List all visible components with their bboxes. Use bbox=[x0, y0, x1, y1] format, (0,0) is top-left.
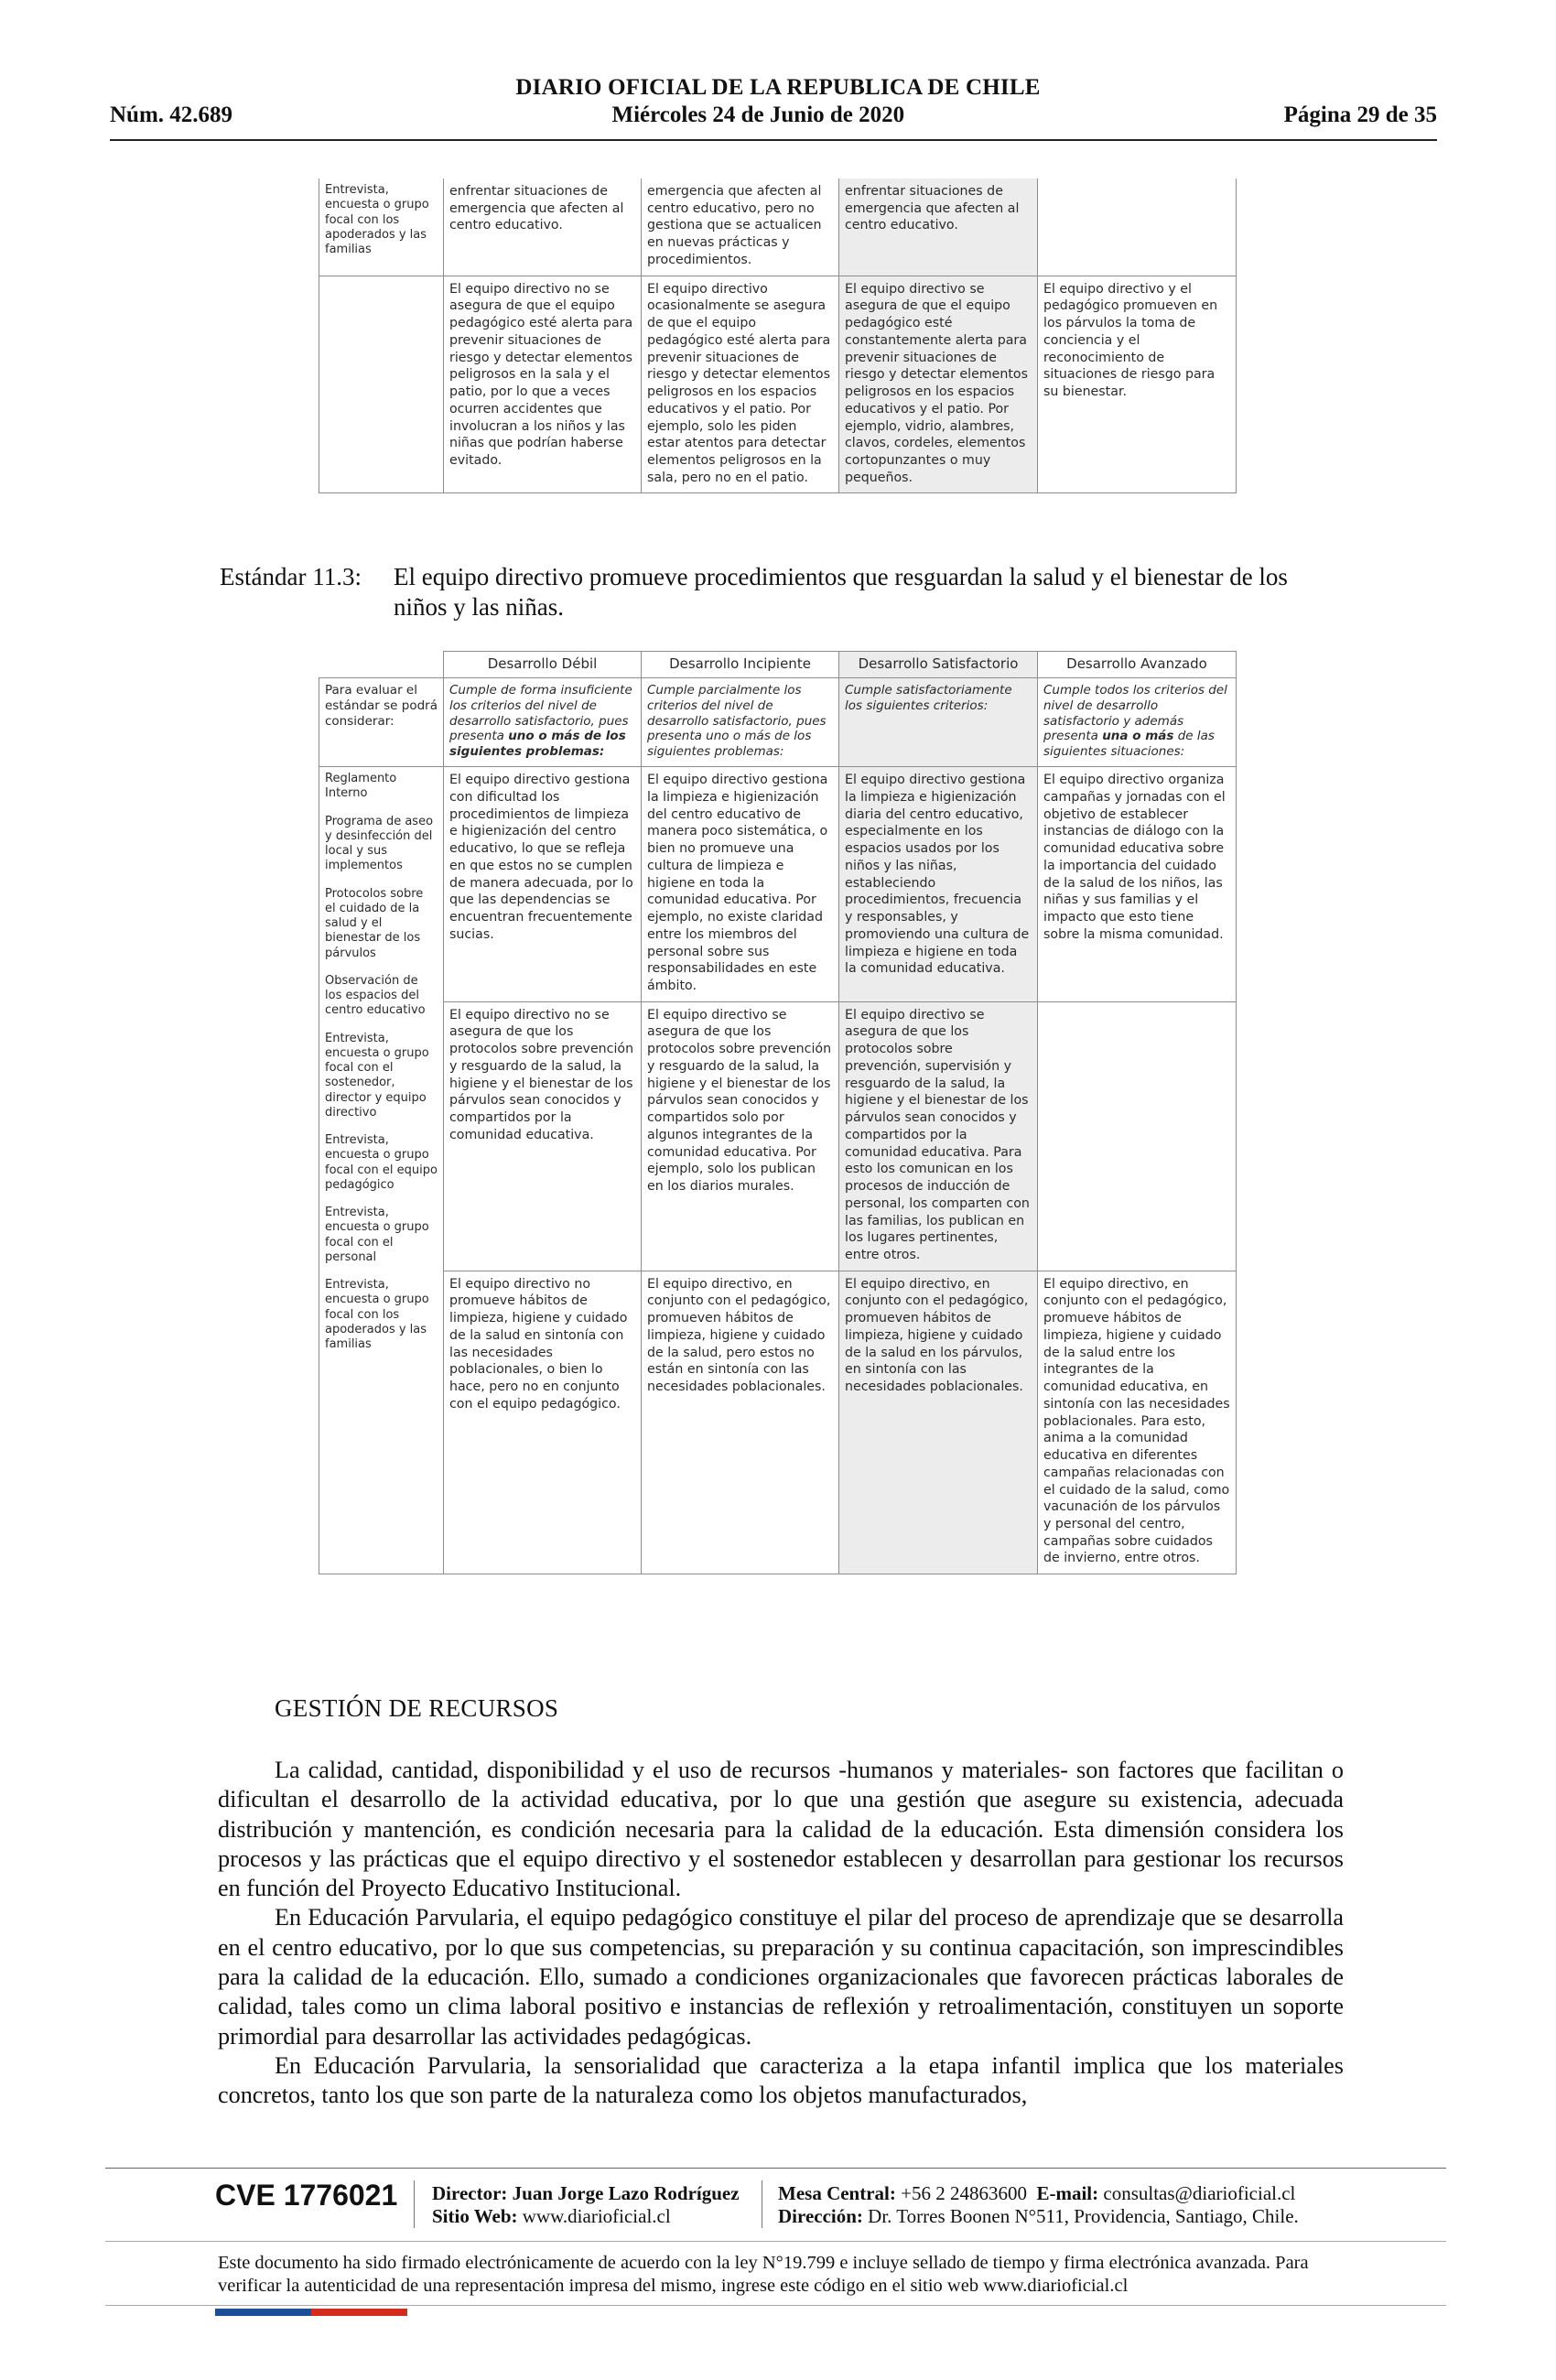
level-avanzado-cell: El equipo directivo organiza campañas y jornadas con el objetivo de establecer instancias de diálogo con la comunidad educativa sobre la importancia del cuidado de la salud de los niños, las niñas y sus familias y el impacto que esto tiene sobre la misma comunidad. bbox=[1038, 767, 1237, 1002]
criteria-debil-text: Cumple de forma insuficiente los criterios del nivel de desarrollo satisfactorio, pues presenta bbox=[449, 682, 632, 744]
evidence-sources-cell bbox=[319, 767, 444, 1574]
level-incipiente-cell: El equipo directivo, en conjunto con el pedagógico, promueven hábitos de limpieza, higiene y cuidado de la salud, pero estos no están en sintonía con las necesidades poblacionales. bbox=[642, 1271, 839, 1574]
evidence-source-item: Entrevista, encuesta o grupo focal con los apoderados y las familias bbox=[325, 1278, 429, 1352]
section-title: GESTIÓN DE RECURSOS bbox=[275, 1694, 559, 1722]
header-avanzado: Desarrollo Avanzado bbox=[1038, 652, 1237, 678]
criteria-debil-cell bbox=[444, 677, 642, 766]
newspaper-title: DIARIO OFICIAL DE LA REPUBLICA DE CHILE bbox=[515, 75, 1041, 100]
criteria-row bbox=[319, 677, 1237, 766]
legal-notice: Este documento ha sido firmado electrónicamente de acuerdo con la ley N°19.799 e incluye sellado de tiempo y firma electrónica avanzada. Para verificar la autenticidad de una representación impresa del mismo, ingrese este código en el sitio web www.diarioficial.cl bbox=[218, 2253, 1309, 2296]
table-row bbox=[319, 767, 1237, 1002]
level-incipiente-cell: El equipo directivo ocasionalmente se asegura de que el equipo pedagógico esté alerta para prevenir situaciones de riesgo y detectar elementos peligrosos en los espacios educativos y el patio. Por ejemplo, solo les piden estar atentos para detectar elementos peligrosos en la sala, pero no en el patio. bbox=[642, 276, 839, 493]
flag-red-segment bbox=[311, 2309, 407, 2316]
rubric-table bbox=[319, 651, 1237, 1574]
evidence-source-item: Programa de aseo y desinfección del local y sus implementos bbox=[325, 814, 434, 873]
level-incipiente-cell: El equipo directivo se asegura de que los protocolos sobre prevención y resguardo de la salud, la higiene y el bienestar de los párvulos sean conocidos y compartidos solo por algunos integrantes de la comunidad educativa. Por ejemplo, solo los publican en los diarios murales. bbox=[642, 1001, 839, 1271]
email-link[interactable]: consultas@diarioficial.cl bbox=[1103, 2182, 1296, 2204]
level-satisfactorio-cell: El equipo directivo se asegura de que el equipo pedagógico esté constantemente alerta para prevenir situaciones de riesgo y detectar elementos peligrosos en los espacios educativos y el patio. Por ejemplo, vidrio, alambres, clavos, cordeles, elementos cortopunzantes o muy pequeños. bbox=[839, 276, 1038, 493]
evidence-source-cell: Entrevista, encuesta o grupo focal con los apoderados y las familias bbox=[319, 178, 444, 276]
address-text: Dr. Torres Boonen N°511, Providencia, Santiago, Chile. bbox=[868, 2205, 1299, 2227]
director-label: Director: bbox=[432, 2182, 508, 2204]
level-satisfactorio-cell: El equipo directivo, en conjunto con el pedagógico, promueven hábitos de limpieza, higiene y cuidado de la salud en los párvulos, en sintonía con las necesidades poblacionales. bbox=[839, 1271, 1038, 1574]
rubric-table-continued bbox=[319, 178, 1237, 493]
criteria-satisfactorio-cell: Cumple satisfactoriamente los siguientes criterios: bbox=[839, 677, 1038, 766]
criteria-avanzado-tail: de las siguientes situaciones: bbox=[1043, 729, 1215, 760]
header-blank-cell bbox=[319, 652, 444, 678]
paragraph: En Educación Parvularia, la sensorialidad que caracteriza a la etapa infantil implica que los materiales concretos, tanto los que son parte de la naturaleza como los objetos manufacturados, bbox=[218, 2051, 1344, 2109]
criteria-avanzado-cell bbox=[1038, 677, 1237, 766]
email-label: E-mail: bbox=[1036, 2182, 1099, 2204]
footer-contact-block bbox=[778, 2182, 1299, 2228]
table-row bbox=[319, 1001, 1237, 1271]
table-header-row bbox=[319, 652, 1237, 678]
footer-rule bbox=[105, 2168, 1446, 2169]
footer-rule bbox=[105, 2305, 1446, 2306]
address-label: Dirección: bbox=[778, 2205, 863, 2227]
website-label: Sitio Web: bbox=[432, 2205, 518, 2227]
criteria-avanzado-emphasis: una o más bbox=[1102, 729, 1174, 744]
evidence-source-item: Observación de los espacios del centro educativo bbox=[325, 973, 426, 1018]
issue-number: Núm. 42.689 bbox=[110, 103, 233, 127]
criteria-avanzado-text: Cumple todos los criterios del nivel de desarrollo satisfactorio y además presenta bbox=[1043, 682, 1227, 744]
level-avanzado-cell: El equipo directivo y el pedagógico promueven en los párvulos la toma de conciencia y el reconocimiento de situaciones de riesgo para su bienestar. bbox=[1038, 276, 1237, 493]
page-number: Página 29 de 35 bbox=[1283, 103, 1437, 127]
evidence-source-item: Reglamento Interno bbox=[325, 772, 397, 801]
level-avanzado-cell bbox=[1038, 1001, 1237, 1271]
level-incipiente-cell: emergencia que afecten al centro educativo, pero no gestiona que se actualicen en nuevas prácticas y procedimientos. bbox=[642, 178, 839, 276]
paragraph: La calidad, cantidad, disponibilidad y el uso de recursos -humanos y materiales- son factores que facilitan o dificultan el desarrollo de la actividad educativa, por lo que una gestión que asegure su existencia, adecuada distribución y mantención, es condición necesaria para la calidad de la educación. Esta dimensión considera los procesos y las prácticas que el equipo directivo y el sostenedor establecen y desarrollan para gestionar los recursos en función del Proyecto Educativo Institucional. bbox=[218, 1757, 1344, 1902]
paragraph: En Educación Parvularia, el equipo pedagógico constituye el pilar del proceso de aprendizaje que se desarrolla en el centro educativo, por lo que sus competencias, su preparación y su continua capacitación, son imprescindibles para la calidad de la educación. Ello, sumado a condiciones organizacionales que favorecen prácticas laborales de calidad, tales como un clima laboral positivo e instancias de reflexión y retroalimentación, constituyen un soporte primordial para desarrollar las actividades pedagógicas. bbox=[218, 1904, 1344, 2050]
level-debil-cell: El equipo directivo gestiona con dificultad los procedimientos de limpieza e higienización del centro educativo, lo que se refleja en que estos no se cumplen de manera adecuada, por lo que las dependencias se encuentran frecuentemente sucias. bbox=[444, 767, 642, 1002]
header-rule bbox=[110, 139, 1437, 141]
flag-blue-segment bbox=[215, 2309, 311, 2316]
cve-code: CVE 1776021 bbox=[215, 2179, 398, 2212]
standard-heading bbox=[220, 562, 1345, 622]
level-satisfactorio-cell: El equipo directivo se asegura de que los protocolos sobre prevención, supervisión y resguardo de la salud, la higiene y el bienestar de los párvulos sean conocidos y compartidos por la comunidad educativa. Para esto los comunican en los procesos de inducción de personal, los comparten con las familias, los publican en los lugares pertinentes, entre otros. bbox=[839, 1001, 1038, 1271]
evidence-source-item: Entrevista, encuesta o grupo focal con el equipo pedagógico bbox=[325, 1133, 438, 1192]
evidence-source-item: Entrevista, encuesta o grupo focal con el personal bbox=[325, 1206, 429, 1264]
standard-text: El equipo directivo promueve procedimientos que resguardan la salud y el bienestar de los niños y las niñas. bbox=[394, 563, 1288, 621]
mesa-label: Mesa Central: bbox=[778, 2182, 896, 2204]
footer-separator bbox=[414, 2180, 415, 2228]
header-debil: Desarrollo Débil bbox=[444, 652, 642, 678]
evidence-source-cell bbox=[319, 276, 444, 493]
level-satisfactorio-cell: El equipo directivo gestiona la limpieza e higienización diaria del centro educativo, especialmente en los espacios usados por los niños y las niñas, estableciendo procedimientos, frecuencia y responsables, y promoviendo una cultura de limpieza e higiene en toda la comunidad educativa. bbox=[839, 767, 1038, 1002]
header-row bbox=[110, 103, 1437, 128]
level-debil-cell: El equipo directivo no se asegura de que los protocolos sobre prevención y resguardo de la salud, la higiene y el bienestar de los párvulos sean conocidos y compartidos por la comunidad educativa. bbox=[444, 1001, 642, 1271]
issue-date: Miércoles 24 de Junio de 2020 bbox=[611, 103, 905, 127]
footer-director-block bbox=[432, 2182, 740, 2228]
evidence-source-item: Protocolos sobre el cuidado de la salud y el bienestar de los párvulos bbox=[325, 886, 424, 960]
criteria-incipiente-cell: Cumple parcialmente los criterios del nivel de desarrollo satisfactorio, pues presenta uno o más de los siguientes problemas: bbox=[642, 677, 839, 766]
header-incipiente: Desarrollo Incipiente bbox=[642, 652, 839, 678]
director-name: Juan Jorge Lazo Rodríguez bbox=[512, 2182, 740, 2204]
level-debil-cell: enfrentar situaciones de emergencia que afecten al centro educativo. bbox=[444, 178, 642, 276]
website-link[interactable]: www.diarioficial.cl bbox=[522, 2205, 671, 2227]
footer-rule bbox=[105, 2241, 1446, 2242]
level-incipiente-cell: El equipo directivo gestiona la limpieza e higienización del centro educativo de manera poco sistemática, o bien no promueve una cultura de limpieza e higiene en toda la comunidad educativa. Por ejemplo, no existe claridad entre los miembros del personal sobre sus responsabilidades en este ámbito. bbox=[642, 767, 839, 1002]
mesa-phone: +56 2 24863600 bbox=[901, 2182, 1027, 2204]
standard-label: Estándar 11.3: bbox=[220, 563, 362, 590]
level-avanzado-cell bbox=[1038, 178, 1237, 276]
consider-cell: Para evaluar el estándar se podrá considerar: bbox=[319, 677, 444, 766]
level-satisfactorio-cell: enfrentar situaciones de emergencia que afecten al centro educativo. bbox=[839, 178, 1038, 276]
level-debil-cell: El equipo directivo no se asegura de que el equipo pedagógico esté alerta para prevenir situaciones de riesgo y detectar elementos peligrosos en la sala y el patio, por lo que a veces ocurren accidentes que involucran a los niños y las niñas que podrían haberse evitado. bbox=[444, 276, 642, 493]
header-satisfactorio: Desarrollo Satisfactorio bbox=[839, 652, 1038, 678]
body-text bbox=[218, 1756, 1344, 2111]
level-avanzado-cell: El equipo directivo, en conjunto con el pedagógico, promueve hábitos de limpieza, higiene y cuidado de la salud entre los integrantes de la comunidad educativa, en sintonía con las necesidades poblacionales. Para esto, anima a la comunidad educativa en diferentes campañas relacionadas con el cuidado de la salud, como vacunación de los párvulos y personal del centro, campañas sobre cuidados de invierno, entre otros. bbox=[1038, 1271, 1237, 1574]
table-row bbox=[319, 178, 1237, 276]
evidence-source-item: Entrevista, encuesta o grupo focal con el sostenedor, director y equipo directivo bbox=[325, 1031, 429, 1120]
level-debil-cell: El equipo directivo no promueve hábitos de limpieza, higiene y cuidado de la salud en sintonía con las necesidades poblacionales, o bien lo hace, pero no en conjunto con el equipo pedagógico. bbox=[444, 1271, 642, 1574]
flag-stripe bbox=[215, 2309, 407, 2316]
table-row bbox=[319, 276, 1237, 493]
criteria-debil-emphasis: uno o más de los siguientes problemas: bbox=[449, 729, 626, 760]
table-row bbox=[319, 1271, 1237, 1574]
